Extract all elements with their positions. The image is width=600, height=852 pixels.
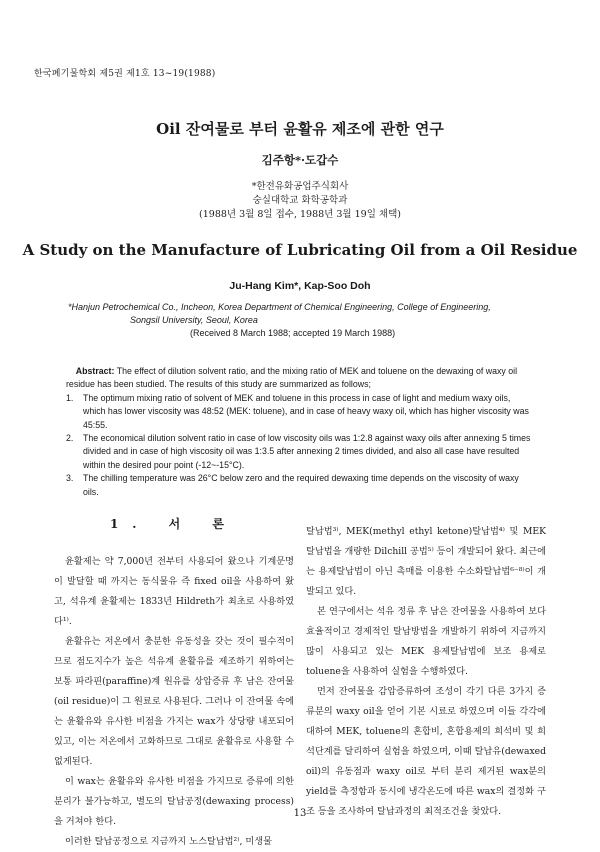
received-date-ko: (1988년 3월 8일 접수, 1988년 3월 19일 채택) <box>199 209 401 220</box>
abstract-item <box>66 432 532 472</box>
affiliation-ko-2: 숭실대학교 화학공학과 <box>252 195 348 206</box>
abstract-item <box>66 472 532 499</box>
abstract-list <box>66 392 532 499</box>
item-text: The optimum mixing ratio of solvent of MEK and toluene in this process in case of light and medium waxy oils, which has lower viscosity was 48:52 (MEK: toluene), and in case of heavy waxy oil, which has higher viscosity was 45:55. <box>83 392 529 430</box>
left-column <box>54 510 294 852</box>
journal-header: 한국폐기물학회 제5권 제1호 13~19(1988) <box>34 69 216 79</box>
authors-korean: 김주항*·도갑수 <box>261 153 339 167</box>
item-number: 3. <box>66 473 74 484</box>
item-text: The chilling temperature was 26°C below zero and the required dewaxing time depends on the viscosity of waxy oils. <box>83 473 519 497</box>
paragraph: 윤활제는 약 7,000년 전부터 사용되어 왔으나 기계문명이 발달할 때 까지는 동식물유 즉 fixed oil을 사용하여 왔고, 석유계 윤활제는 1833년 Hildreth가 최초로 사용하였다¹⁾. <box>54 556 294 627</box>
abstract-item <box>66 392 532 432</box>
section-heading: 1. 서 론 <box>109 517 239 531</box>
paragraph: 본 연구에서는 석유 정류 후 남은 잔여물을 사용하여 보다 효율적이고 경제적인 탈납방법을 개발하기 위하여 지금까지 많이 사용되고 있는 MEK 용제탈납법에 보조 용제로 toluene을 사용하여 실험을 수행하였다. <box>306 606 546 677</box>
affiliation-ko-1: *한전유화공업주식회사 <box>251 181 349 192</box>
paragraph: 윤활유는 저온에서 충분한 유동성을 갖는 것이 필수적이므로 점도지수가 높은 석유계 윤활유를 제조하기 위하여는 보통 파라핀(paraffine)계 원유를 상압증류 후 남은 잔여물(oil residue)이 그 원료로 사용된다. 그러나 이 잔여물 속에는 윤활유와 유사한 비점을 가지는 wax가 상당량 내포되어 있고, 이는 저온에서 고화하므로 그대로 윤활유로 사용할 수 없게된다. <box>54 636 294 767</box>
authors-english: Ju-Hang Kim*, Kap-Soo Doh <box>229 280 371 292</box>
abstract-intro-text: The effect of dilution solvent ratio, and the mixing ratio of MEK and toluene on the dewaxing of waxy oil residue has been studied. The results of this study are summarized as follows; <box>66 366 518 390</box>
paragraph: 이 wax는 윤활유와 유사한 비점을 가지므로 증류에 의한 분리가 불가능하고, 별도의 탈납공정(dewaxing process)을 거쳐야 한다. <box>54 776 294 827</box>
affiliations-korean <box>0 180 600 222</box>
title-korean: Oil 잔여물로 부터 윤활유 제조에 관한 연구 <box>156 120 444 138</box>
paragraph: 이러한 탈납공정으로 지금까지 노스탈납법²⁾, 미생물 <box>65 836 272 847</box>
paragraph: 먼저 잔여물을 감압증류하여 조성이 각기 다른 3가지 증류분의 waxy oil을 얻어 기본 시료로 하였으며 이들 각각에 대하여 MEK, toluene의 혼합비, 혼합용제의 희석비 및 희석단계를 달리하여 실험을 하였으며, 이때 탈납유(dewaxed oil)의 유동점과 waxy oil로 부터 분리 제거된 wax분의 yield를 측정함과 동시에 냉각온도에 따른 wax의 결정화 구조 등을 조사하여 탈납과정의 최적조건을 찾았다. <box>306 686 546 817</box>
affiliations-english <box>68 301 538 340</box>
item-text: The economical dilution solvent ratio in case of low viscosity oils was 1:2.8 against waxy oils after annexing 5 times divided and in case of high viscosity oil was 1:3.5 after annexing 2 times divided, and also all case have resulted within the desired pour point (-12~-15°C). <box>83 433 531 470</box>
title-english: A Study on the Manufacture of Lubricating Oil from a Oil Residue <box>22 241 578 259</box>
item-number: 1. <box>66 392 74 403</box>
right-column <box>306 522 546 822</box>
page-number: 13 <box>293 808 307 819</box>
item-number: 2. <box>66 433 74 444</box>
paragraph: 탈납법³⁾, MEK(methyl ethyl ketone)탈납법⁴⁾ 및 MEK 탈납법을 개량한 Dilchill 공법⁵⁾ 등이 개발되어 왔다. 최근에는 용제탈납법이 아닌 촉매를 이용한 수소화탈납법⁶⁻⁸⁾이 개발되고 있다. <box>306 526 546 597</box>
received-date-en: (Received 8 March 1988; accepted 19 March 1988) <box>190 328 396 338</box>
abstract <box>66 365 532 499</box>
affiliation-en-2: Songsil University, Seoul, Korea <box>130 315 258 325</box>
affiliation-en-1: *Hanjun Petrochemical Co., Incheon, Korea Department of Chemical Engineering, College of Engineering, <box>68 302 491 312</box>
abstract-intro <box>66 365 532 392</box>
abstract-label: Abstract: <box>75 366 115 376</box>
